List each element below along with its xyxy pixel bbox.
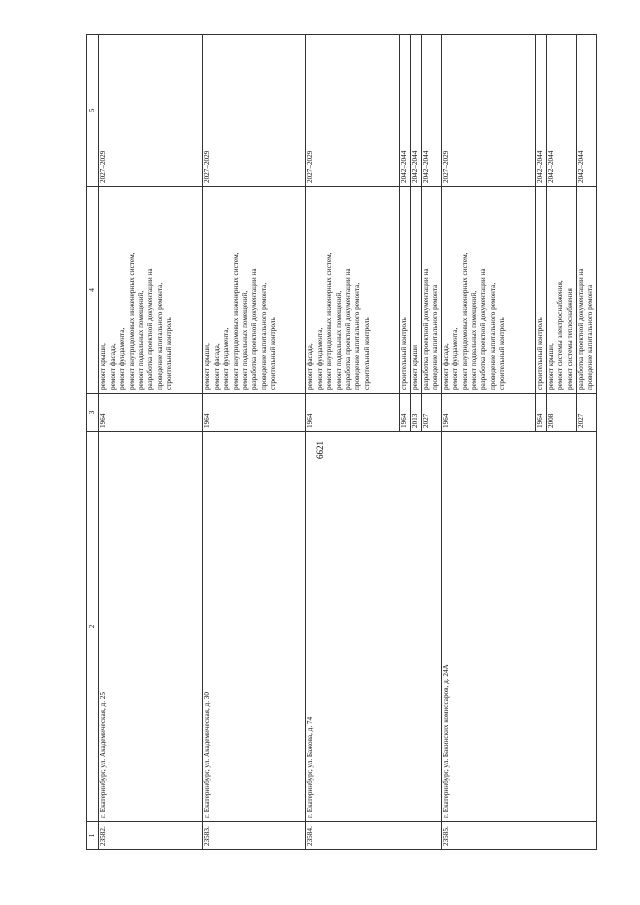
address: г. Екатеринбург, ул. Академическая, д. 25 [99, 432, 203, 822]
build-year: 1964 [400, 394, 411, 432]
works-list: ремонт крыши, ремонт фасада, ремонт фундамента, ремонт внутридомовых инженерных систем, ремонт подвальных помещений, разработка проектной документации на проведение капитального ремонта, строительный контроль [203, 187, 306, 394]
works-list: разработка проектной документации на проведение капитального ремонта [421, 187, 441, 394]
row-number: 23582. [99, 822, 203, 850]
row-number: 23585. [441, 822, 596, 850]
table-row [306, 35, 400, 850]
works-list: ремонт фасада, ремонт фундамента, ремонт внутридомовых инженерных систем, ремонт подвальных помещений, разработка проектной документации на проведение капитального ремонта, строительный контроль [441, 187, 535, 394]
build-year: 2013 [411, 394, 421, 432]
period: 2027–2029 [441, 35, 535, 187]
build-year: 1964 [99, 394, 203, 432]
build-year: 2008 [546, 394, 576, 432]
period: 2027–2029 [99, 35, 203, 187]
table-row [203, 35, 306, 850]
period: 2042–2044 [400, 35, 411, 187]
page-number-text: 6621 [315, 441, 325, 459]
period: 2042–2044 [535, 35, 546, 187]
build-year: 1964 [306, 394, 400, 432]
header-col-3: 3 [87, 394, 99, 432]
row-number: 23583. [203, 822, 306, 850]
repair-schedule-table [86, 34, 597, 850]
works-list: разработка проектной документации на проведение капитального ремонта [576, 187, 596, 394]
works-list: строительный контроль [400, 187, 411, 394]
works-list: ремонт фасада, ремонт фундамента, ремонт внутридомовых инженерных систем, ремонт подвальных помещений, разработка проектной документации на проведение капитального ремонта, строительный контроль [306, 187, 400, 394]
table-row [441, 35, 535, 850]
header-col-4: 4 [87, 187, 99, 394]
period: 2042–2044 [411, 35, 421, 187]
build-year: 2027 [421, 394, 441, 432]
build-year: 2027 [576, 394, 596, 432]
works-list: ремонт крыши, ремонт системы электроснабжения, ремонт системы теплоснабжения [546, 187, 576, 394]
header-col-2: 2 [87, 432, 99, 822]
build-year: 1964 [203, 394, 306, 432]
period: 2042–2044 [421, 35, 441, 187]
period: 2027–2029 [203, 35, 306, 187]
period: 2042–2044 [576, 35, 596, 187]
period: 2027–2029 [306, 35, 400, 187]
header-row [87, 35, 99, 850]
build-year: 1964 [535, 394, 546, 432]
works-list: ремонт крыши [411, 187, 421, 394]
build-year: 1964 [441, 394, 535, 432]
address: г. Екатеринбург, ул. Бажова, д. 74 [306, 432, 441, 822]
header-col-1: 1 [87, 822, 99, 850]
address: г. Екатеринбург, ул. Академическая, д. 30 [203, 432, 306, 822]
works-list: ремонт крыши, ремонт фасада, ремонт фундамента, ремонт внутридомовых инженерных систем, ремонт подвальных помещений, разработка проектной документации на проведение капитального ремонта, строительный контроль [99, 187, 203, 394]
rotated-table-wrapper [86, 35, 601, 850]
row-number: 23584. [306, 822, 441, 850]
period: 2042–2044 [546, 35, 576, 187]
works-list: строительный контроль [535, 187, 546, 394]
address: г. Екатеринбург, ул. Бакинских комиссаров, д. 24А [441, 432, 596, 822]
header-col-5: 5 [87, 35, 99, 187]
table-row [99, 35, 203, 850]
